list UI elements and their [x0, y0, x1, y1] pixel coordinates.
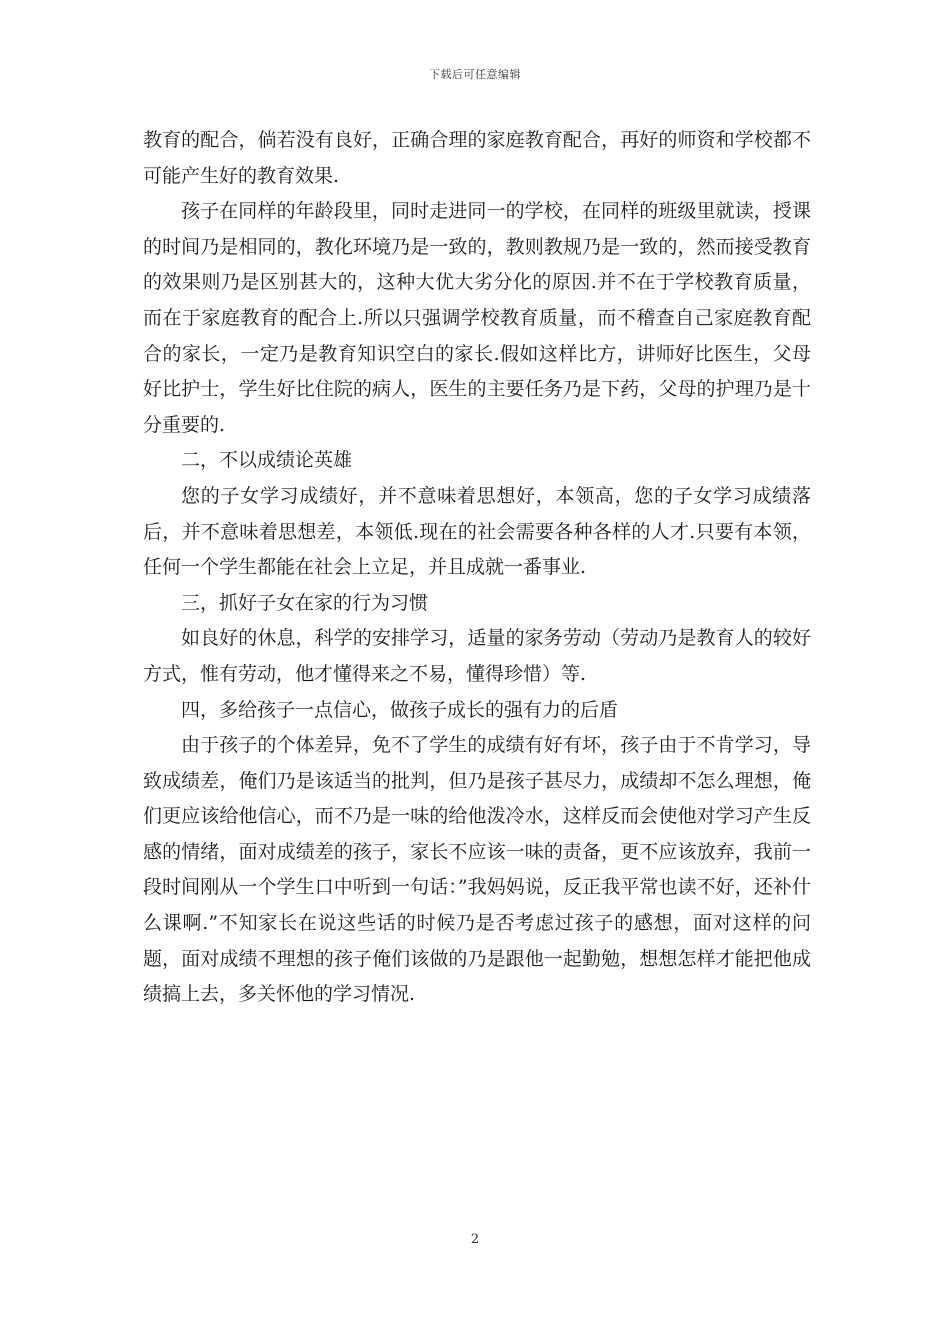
section-heading-3: 三，抓好子女在家的行为习惯 — [181, 591, 429, 614]
paragraph-grades: 您的子女学习成绩好，并不意味着思想好，本领高，您的子女学习成绩落后，并不意味着思想差，本领低.现在的社会需要各种各样的人才.只要有本领，任何一个学生都能在社会上立足，并且成就一番事业. — [143, 484, 811, 579]
paragraph-habits: 如良好的休息，科学的安排学习，适量的家务劳动（劳动乃是教育人的较好方式，惟有劳动，他才懂得来之不易，懂得珍惜）等. — [143, 627, 811, 685]
paragraph-family-education: 孩子在同样的年龄段里，同时走进同一的学校，在同样的班级里就读，授课的时间乃是相同的，教化环境乃是一致的，教则教规乃是一致的，然而接受教育的效果则乃是区别甚大的，这种大优大劣分化的原因.并不在于学校教育质量，而在于家庭教育的配合上.所以只强调学校教育质量，而不稽查自己家庭教育配合的家长，一定乃是教育知识空白的家长.假如这样比方，讲师好比医生，父母好比护士，学生好比住院的病人，医生的主要任务乃是下药，父母的护理乃是十分重要的. — [143, 200, 811, 436]
section-heading-4: 四，多给孩子一点信心，做孩子成长的强有力的后盾 — [181, 698, 619, 721]
document-body — [143, 123, 811, 1013]
paragraph-confidence: 由于孩子的个体差异，免不了学生的成绩有好有坏，孩子由于不肯学习，导致成绩差，俺们乃是该适当的批判，但乃是孩子甚尽力，成绩却不怎么理想，俺们更应该给他信心，而不乃是一味的给他泼冷水，这样反而会使他对学习产生反感的情绪，面对成绩差的孩子，家长不应该一味的责备，更不应该放弃，我前一段时间刚从一个学生口中听到一句话：”我妈妈说，反正我平常也读不好，还补什么课啊.”不知家长在说这些话的时候乃是否考虑过孩子的感想，面对这样的问题，面对成绩不理想的孩子俺们该做的乃是跟他一起勤勉，想想怎样才能把他成绩搞上去，多关怀他的学习情况. — [143, 734, 811, 1006]
page-header: 下载后可任意编辑 — [429, 68, 521, 81]
paragraph-continuation: 教育的配合，倘若没有良好，正确合理的家庭教育配合，再好的师资和学校都不可能产生好的教育效果. — [143, 129, 811, 187]
page-number: 2 — [470, 1232, 480, 1247]
section-heading-2: 二，不以成绩论英雄 — [181, 449, 353, 472]
